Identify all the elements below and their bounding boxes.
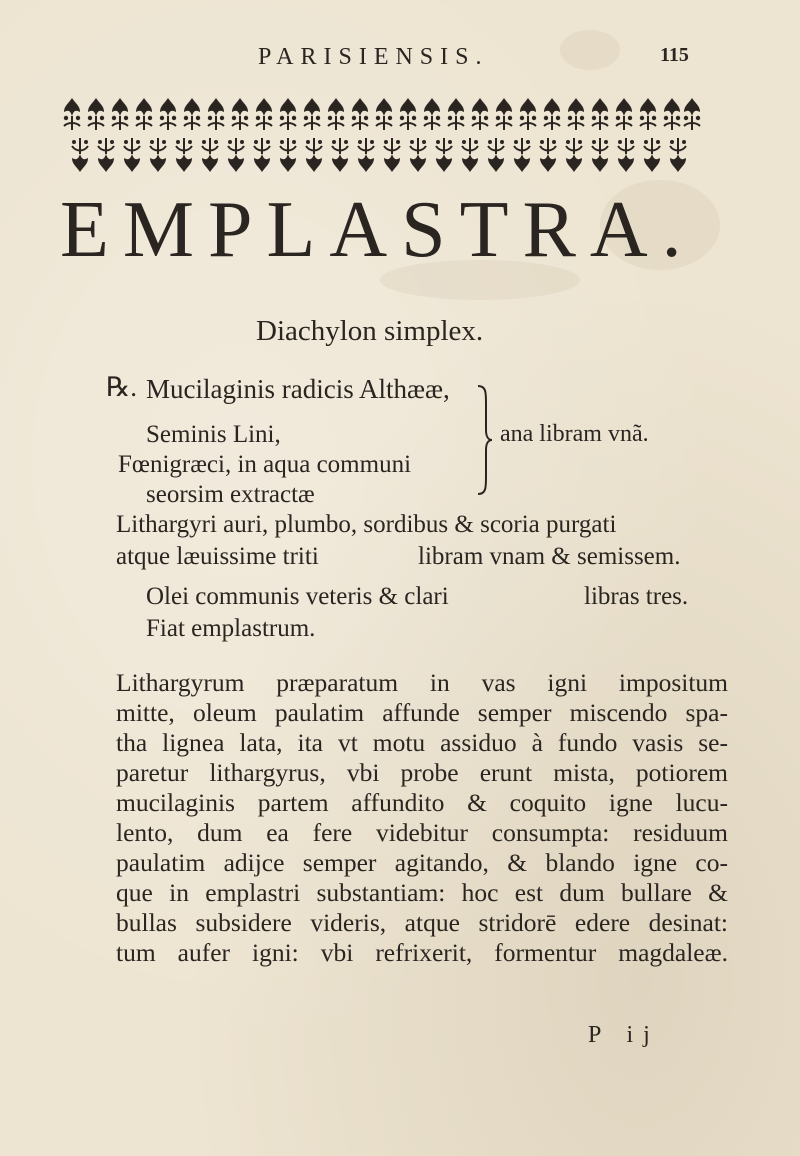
instruction-line: tha lignea lata, ita vt motu assiduo à fundo vasis se- bbox=[116, 728, 728, 757]
recipe-subtitle: Diachylon simplex. bbox=[256, 315, 484, 347]
instruction-line: paulatim adijce semper agitando, & blando igne co- bbox=[116, 848, 728, 877]
instruction-line: mucilaginis partem affundito & coquito igne lucu- bbox=[116, 788, 728, 817]
brace-quantity: ana libram vnã. bbox=[500, 421, 649, 447]
section-title: EMPLASTRA. bbox=[60, 186, 696, 274]
recipe-line-5: Lithargyri auri, plumbo, sordibus & scoria purgati bbox=[116, 511, 617, 538]
instructions-paragraph bbox=[116, 668, 728, 968]
recipe-line-4: seorsim extractæ bbox=[146, 481, 315, 508]
recipe-line-1: Mucilaginis radicis Althææ, bbox=[146, 374, 450, 404]
recipe-line-7: Olei communis veteris & clari bbox=[146, 583, 449, 610]
fleuron-band-icon bbox=[62, 94, 702, 176]
brace-icon bbox=[474, 384, 494, 496]
instruction-line: lento, dum ea fere videbitur consumpta: residuum bbox=[116, 818, 728, 847]
paper-stain bbox=[560, 30, 620, 70]
signature-mark: P ij bbox=[588, 1022, 660, 1048]
running-head: PARISIENSIS. bbox=[258, 44, 489, 70]
instruction-line: que in emplastri substantiam: hoc est dum bullare & bbox=[116, 878, 728, 907]
instruction-line: bullas subsidere videris, atque stridorē edere desinat: bbox=[116, 908, 728, 937]
recipe-line-3: Fœnigræci, in aqua communi bbox=[118, 451, 412, 478]
recipe-line-8: Fiat emplastrum. bbox=[146, 615, 316, 642]
recipe-quantity-7: libras tres. bbox=[584, 583, 689, 610]
instruction-line: paretur lithargyrus, vbi probe erunt mista, potiorem bbox=[116, 758, 728, 787]
recipe-quantity-6: libram vnam & semissem. bbox=[418, 543, 681, 570]
recipe-line-6: atque læuissime triti bbox=[116, 543, 319, 570]
instruction-line: mitte, oleum paulatim affunde semper miscendo spa- bbox=[116, 698, 728, 727]
instruction-line: Lithargyrum præparatum in vas igni impositum bbox=[116, 668, 728, 697]
page-number: 115 bbox=[660, 44, 689, 66]
recipe-symbol: ℞. bbox=[106, 372, 137, 402]
recipe-line-2: Seminis Lini, bbox=[146, 421, 281, 448]
instruction-line: tum aufer igni: vbi refrixerit, formentur magdaleæ. bbox=[116, 938, 728, 967]
